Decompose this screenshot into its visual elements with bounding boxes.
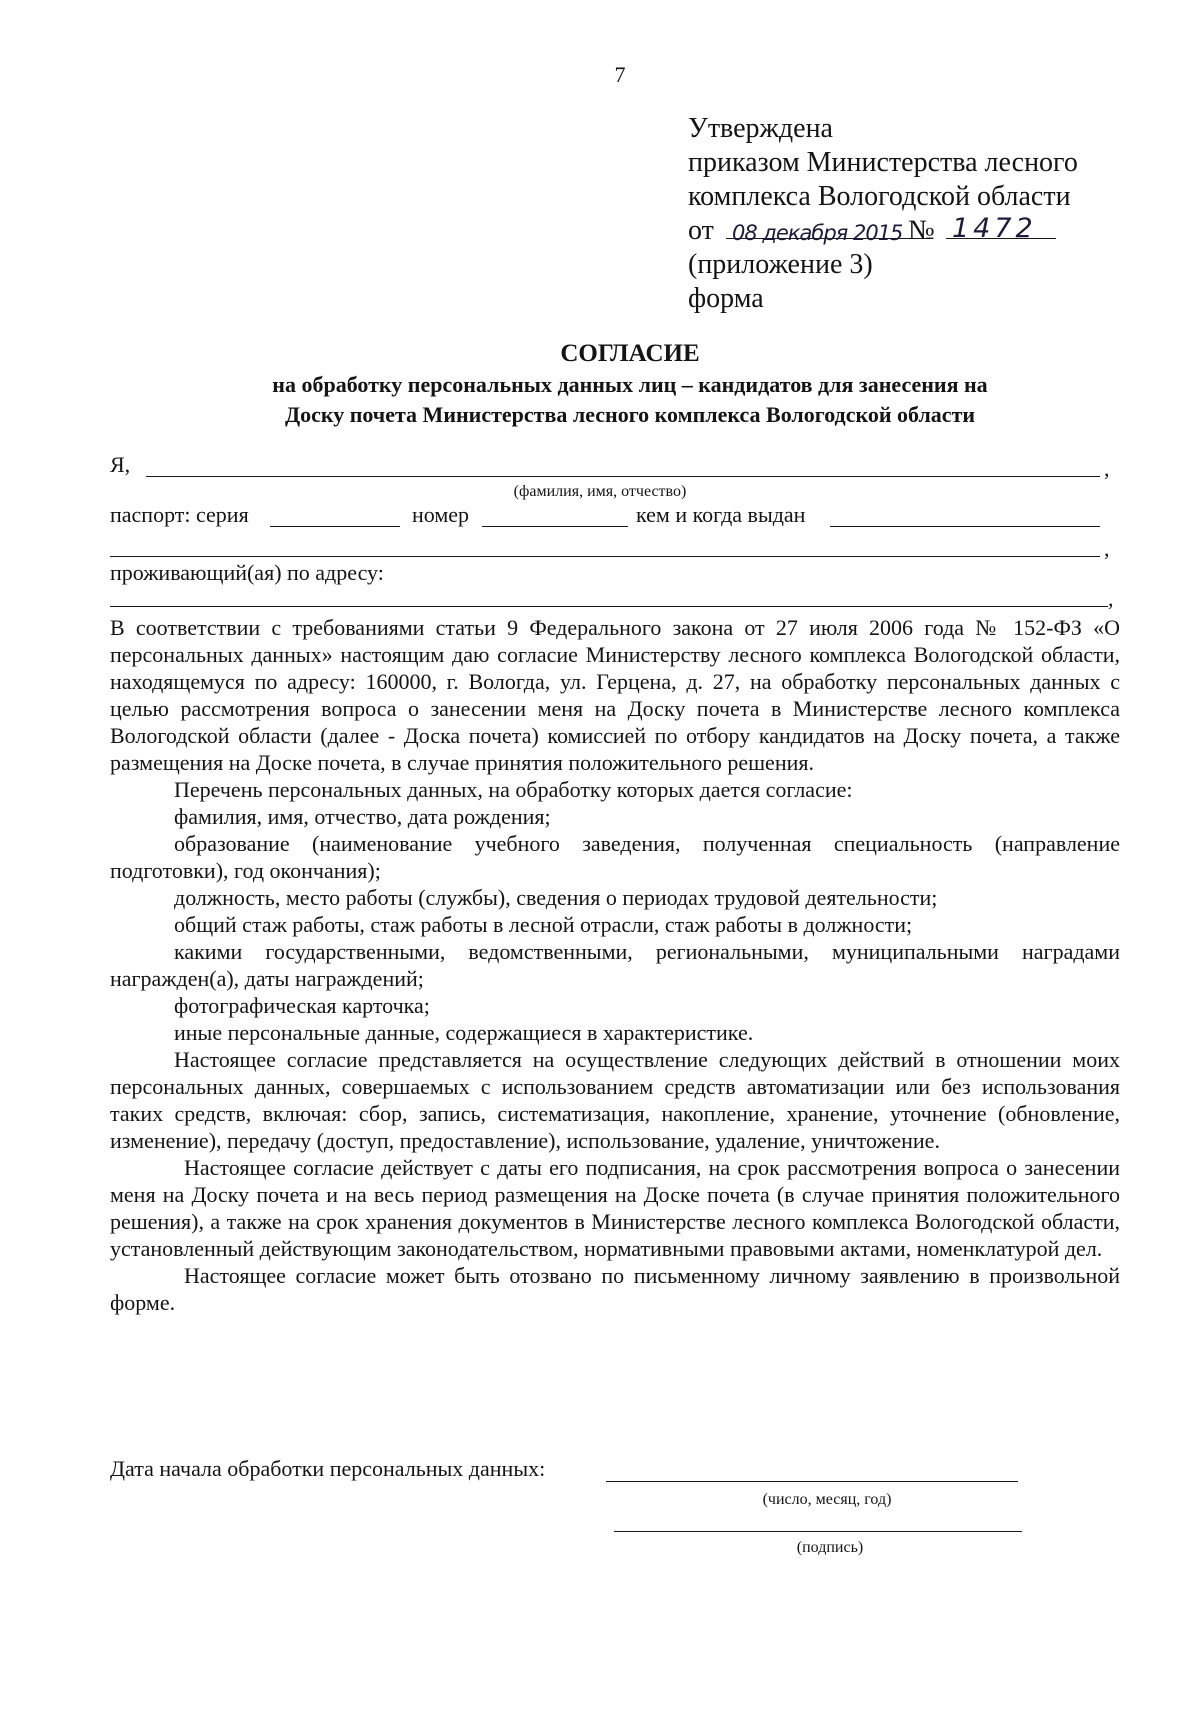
start-date-label: Дата начала обработки персональных данных: bbox=[110, 1456, 546, 1481]
list-item: общий стаж работы, стаж работы в лесной отрасли, стаж работы в должности; bbox=[174, 912, 913, 937]
list-item: должность, место работы (службы), сведения о периодах трудовой деятельности; bbox=[174, 885, 938, 910]
comma: , bbox=[1104, 456, 1110, 481]
approval-line: приказом Министерства лесного bbox=[688, 147, 1078, 178]
title-subtitle-line: Доску почета Министерства лесного комплекса Вологодской области bbox=[284, 402, 976, 427]
signature-caption: (подпись) bbox=[796, 1539, 864, 1556]
title-subtitle-line: на обработку персональных данных лиц – кандидатов для занесения на bbox=[272, 372, 988, 397]
list-item: какими государственными, ведомственными, региональными, муниципальными наградами награжден(а), даты награждений; bbox=[110, 939, 1120, 991]
paragraph: Настоящее согласие представляется на осуществление следующих действий в отношении моих персональных данных, совершаемых с использованием средств автоматизации или без использования таких средств, включая: сбор, запись, систематизация, накопление, хранение, уточнение (обновление, изменение), передачу (доступ, предоставление), использование, удаление, уничтожение. bbox=[110, 1047, 1120, 1153]
from-label: от bbox=[688, 215, 714, 246]
page-number: 7 bbox=[614, 62, 626, 87]
date-caption: (число, месяц, год) bbox=[762, 1491, 892, 1508]
list-item: образование (наименование учебного заведения, полученная специальность (направление подготовки), год окончания); bbox=[110, 831, 1120, 883]
passport-number-line[interactable] bbox=[482, 526, 628, 527]
order-date-number-line bbox=[688, 214, 1148, 248]
list-item: фамилия, имя, отчество, дата рождения; bbox=[174, 804, 551, 829]
handwritten-date: 08 декабря 2015 bbox=[732, 221, 903, 245]
passport-series-line[interactable] bbox=[270, 526, 400, 527]
paragraph: Настоящее согласие действует с даты его подписания, на срок рассмотрения вопроса о занесении меня на Доску почета и на весь период размещения на Доске почета (в случае принятия положительного решения), а также на срок хранения документов в Министерстве лесного комплекса Вологодской области, установленный действующим законодательством, нормативными правовыми актами, номенклатурой дел. bbox=[110, 1155, 1120, 1261]
comma: , bbox=[1104, 536, 1110, 561]
fio-input-line[interactable] bbox=[146, 476, 1100, 477]
fio-caption: (фамилия, имя, отчество) bbox=[513, 483, 687, 500]
paragraph: В соответствии с требованиями статьи 9 Федерального закона от 27 июля 2006 года № 152-ФЗ «О персональных данных» настоящим даю согласие Министерству лесного комплекса Вологодской области, находящемуся по адресу: 160000, г. Вологда, ул. Герцена, д. 27, на обработку персональных данных с целью рассмотрения вопроса о занесении меня на Доску почета в Министерстве лесного комплекса Вологодской области (далее - Доска почета) комиссией по отбору кандидатов на Доску почета, а также размещения на Доске почета, в случае принятия положительного решения. bbox=[110, 615, 1120, 775]
comma: , bbox=[1108, 586, 1114, 611]
i-label: Я, bbox=[110, 452, 131, 477]
issued-by-line[interactable] bbox=[830, 526, 1100, 527]
paragraph: Перечень персональных данных, на обработку которых дается согласие: bbox=[174, 777, 853, 802]
issued-by-label: кем и когда выдан bbox=[636, 502, 806, 527]
approval-line: Утверждена bbox=[688, 113, 833, 144]
signature-line[interactable] bbox=[614, 1531, 1022, 1532]
title-main: СОГЛАСИЕ bbox=[560, 340, 700, 367]
start-date-line[interactable] bbox=[606, 1481, 1018, 1482]
list-item: иные персональные данные, содержащиеся в характеристике. bbox=[174, 1020, 754, 1045]
list-item: фотографическая карточка; bbox=[174, 993, 430, 1018]
approval-line: комплекса Вологодской области bbox=[688, 181, 1071, 212]
approval-block bbox=[688, 112, 1148, 316]
address-label: проживающий(ая) по адресу: bbox=[110, 560, 384, 585]
document-title bbox=[110, 338, 1150, 430]
handwritten-number: 1472 bbox=[952, 213, 1037, 244]
passport-series-label: паспорт: серия bbox=[110, 502, 249, 527]
number-label: № bbox=[908, 215, 935, 246]
approval-line: форма bbox=[688, 283, 764, 314]
paragraph: Настоящее согласие может быть отозвано по письменному личному заявлению в произвольной форме. bbox=[110, 1263, 1120, 1315]
passport-number-label: номер bbox=[412, 502, 470, 527]
issued-by-continuation-line[interactable] bbox=[110, 556, 1100, 557]
consent-body bbox=[110, 614, 1120, 1316]
approval-line: (приложение 3) bbox=[688, 249, 873, 280]
address-line[interactable] bbox=[110, 606, 1108, 607]
